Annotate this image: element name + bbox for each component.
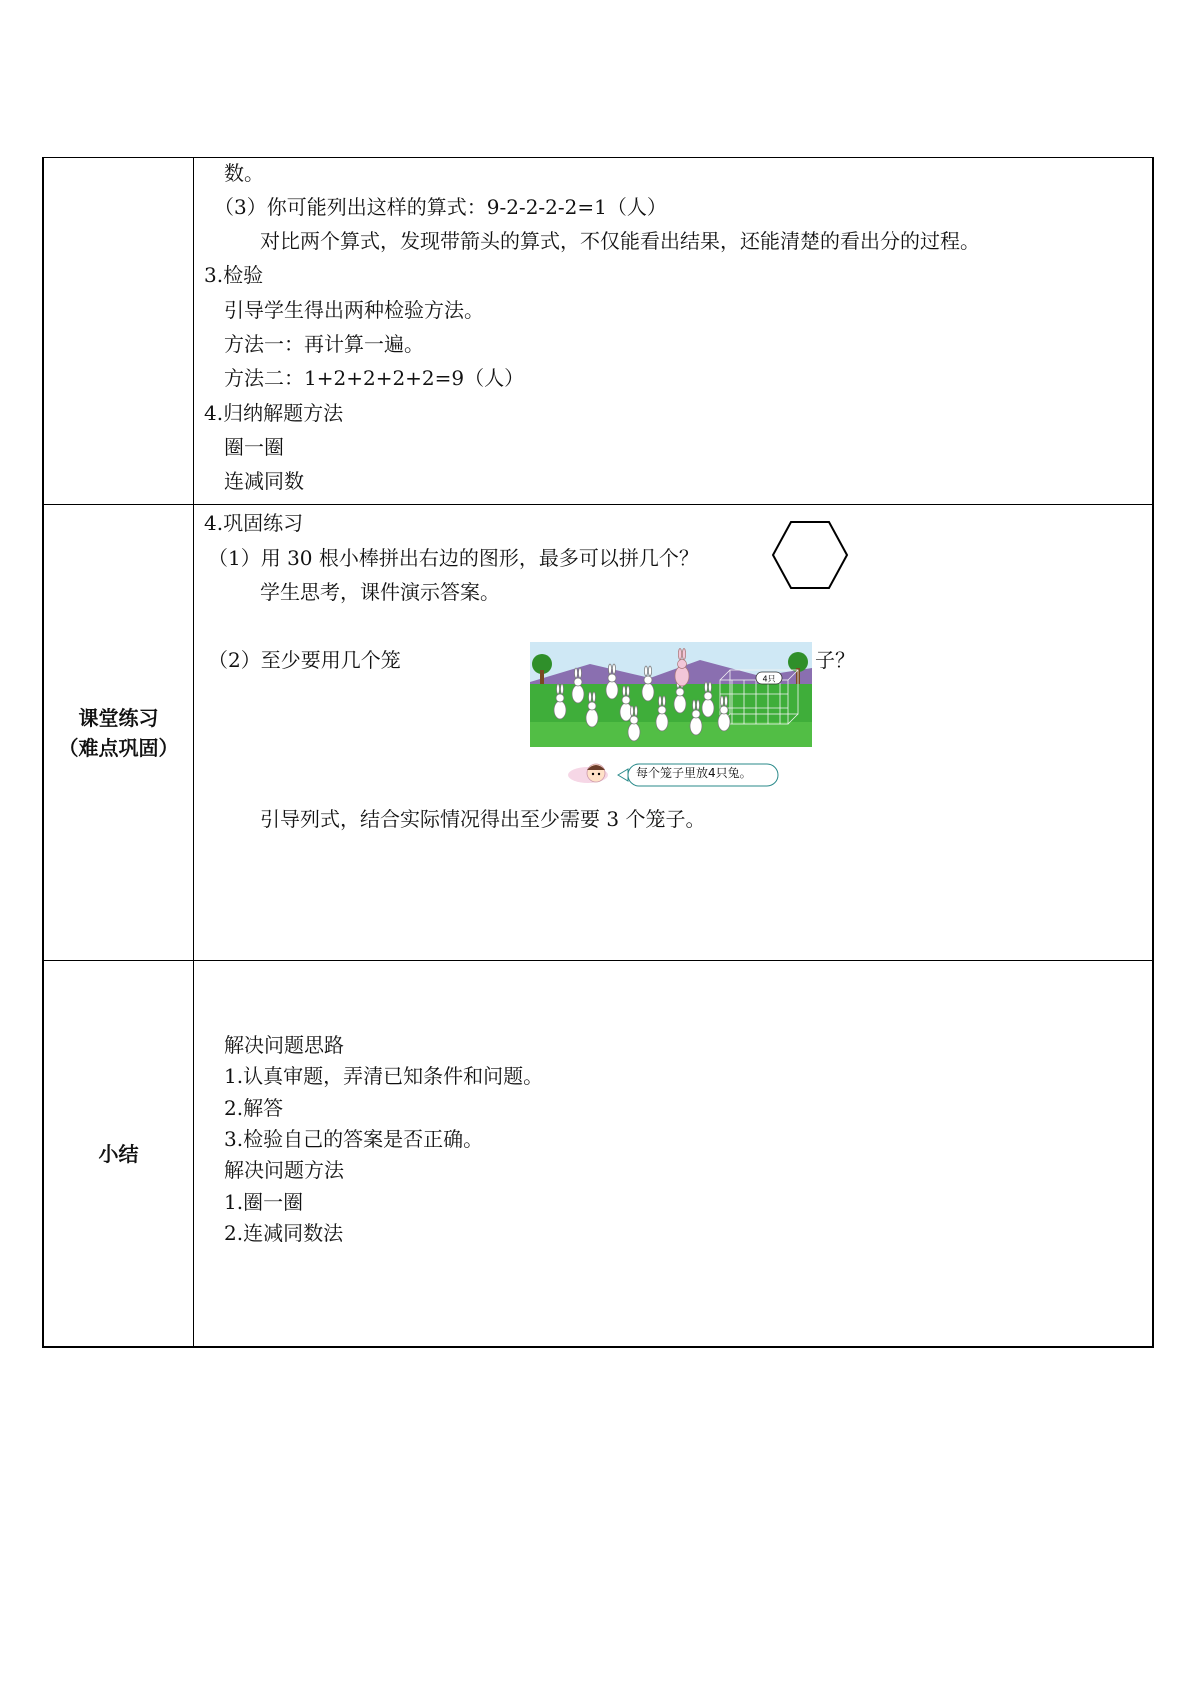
cage-label: 4只 [762,674,776,684]
text-line: 3.检验 [204,263,264,287]
label-line: 小结 [98,1141,139,1166]
speech-bubble [566,760,786,790]
text-line: 1.圈一圈 [224,1190,304,1214]
table-row-process [43,158,1153,505]
row-label-practice [43,505,194,961]
text-line: 引导学生得出两种检验方法。 [224,298,484,322]
text-line: 学生思考，课件演示答案。 [260,580,500,604]
row-content-summary [194,961,1154,1348]
text-line: 子？ [815,648,855,672]
text-line: 解决问题方法 [224,1158,344,1182]
table-row-summary [43,961,1153,1348]
row-content-practice [194,505,1154,961]
text-line: 4.归纳解题方法 [204,401,344,425]
label-line: 课堂练习 [78,705,159,730]
text-line: 圈一圈 [224,435,284,459]
text-line: 连减同数 [224,469,304,493]
text-line: 1.认真审题，弄清已知条件和问题。 [224,1064,544,1088]
text-line: 4.巩固练习 [204,511,304,535]
rabbits-cage-picture [530,642,812,747]
label-line: （难点巩固） [58,735,179,760]
row-label-summary [43,961,194,1348]
text-line: （2）至少要用几个笼 [208,648,401,672]
text-line: 2.连减同数法 [224,1221,344,1245]
text-line: 引导列式，结合实际情况得出至少需要 3 个笼子。 [260,807,706,831]
lesson-plan-table [42,157,1154,1348]
table-row-practice [43,505,1153,961]
text-line: 数。 [224,161,264,185]
row-content-process [194,158,1154,505]
text-line: 3.检验自己的答案是否正确。 [224,1127,484,1151]
speech-text: 每个笼子里放4只兔。 [636,766,752,780]
text-line: （3）你可能列出这样的算式：9-2-2-2-2=1（人） [214,195,667,219]
hexagon-shape [771,520,849,590]
text-line: （1）用 30 根小棒拼出右边的图形，最多可以拼几个？ [208,546,699,570]
text-line: 解决问题思路 [224,1033,344,1057]
text-line: 方法二：1+2+2+2+2=9（人） [224,366,525,390]
text-line: 对比两个算式，发现带箭头的算式，不仅能看出结果，还能清楚的看出分的过程。 [260,229,980,253]
text-line: 2.解答 [224,1096,284,1120]
row-label-empty [43,158,194,505]
text-line: 方法一：再计算一遍。 [224,332,424,356]
